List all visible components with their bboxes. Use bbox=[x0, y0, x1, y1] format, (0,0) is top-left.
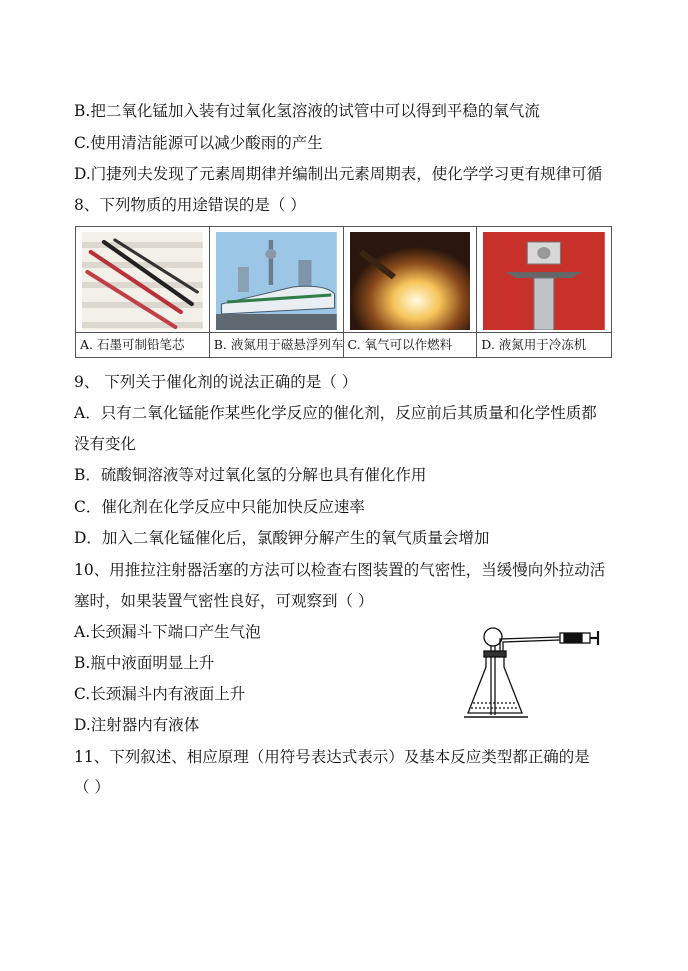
figure-caption-d: D. 液氮用于冷冻机 bbox=[477, 332, 611, 357]
option-d-q9: D．加入二氧化锰催化后，氯酸钾分解产生的氧气质量会增加 bbox=[74, 529, 490, 547]
question-10-continued: 塞时，如果装置气密性良好，可观察到（ ） bbox=[74, 592, 374, 610]
figure-caption-b: B. 液氮用于磁悬浮列车 bbox=[210, 332, 343, 357]
figure-cell-d bbox=[477, 227, 611, 357]
option-a-q9-continued: 没有变化 bbox=[74, 435, 137, 453]
option-c-q7: C.使用清洁能源可以减少酸雨的产生 bbox=[74, 134, 323, 152]
option-d-q10: D.注射器内有液体 bbox=[74, 716, 200, 734]
airtightness-apparatus-diagram bbox=[460, 625, 600, 725]
figure-caption-c: C. 氧气可以作燃料 bbox=[344, 332, 477, 357]
option-a-q9: A．只有二氧化锰能作某些化学反应的催化剂，反应前后其质量和化学性质都 bbox=[74, 404, 597, 422]
option-c-q10: C.长颈漏斗内有液面上升 bbox=[74, 685, 246, 703]
option-d-q7: D.门捷列夫发现了元素周期律并编制出元素周期表，使化学学习更有规律可循 bbox=[74, 165, 603, 183]
question-11: 11、下列叙述、相应原理（用符号表达式表示）及基本反应类型都正确的是 bbox=[74, 748, 590, 766]
question-8: 8、下列物质的用途错误的是（ ） bbox=[74, 196, 306, 214]
option-c-q9: C．催化剂在化学反应中只能加快反应速率 bbox=[74, 498, 365, 516]
figure-cell-a bbox=[76, 227, 210, 357]
option-a-q10: A.长颈漏斗下端口产生气泡 bbox=[74, 623, 261, 641]
cryo-machine-icon bbox=[483, 232, 605, 330]
question-11-blank: （ ） bbox=[74, 778, 110, 796]
question-9: 9、 下列关于催化剂的说法正确的是（ ） bbox=[74, 373, 358, 391]
maglev-train-icon bbox=[216, 232, 337, 330]
figure-cell-c bbox=[344, 227, 478, 357]
funnel-bulb bbox=[484, 628, 502, 646]
pencils-icon bbox=[82, 232, 203, 330]
figure-cell-b bbox=[210, 227, 344, 357]
option-b-q10: B.瓶中液面明显上升 bbox=[74, 654, 215, 672]
figure-table-q8 bbox=[75, 226, 612, 358]
option-b-q9: B．硫酸铜溶液等对过氧化氢的分解也具有催化作用 bbox=[74, 466, 427, 484]
welding-flame-icon bbox=[350, 232, 471, 330]
option-b-q7: B.把二氧化锰加入装有过氧化氢溶液的试管中可以得到平稳的氧气流 bbox=[74, 102, 540, 120]
figure-caption-a: A. 石墨可制铅笔芯 bbox=[76, 332, 209, 357]
question-10: 10、用推拉注射器活塞的方法可以检查右图装置的气密性，当缓慢向外拉动活 bbox=[74, 561, 606, 579]
